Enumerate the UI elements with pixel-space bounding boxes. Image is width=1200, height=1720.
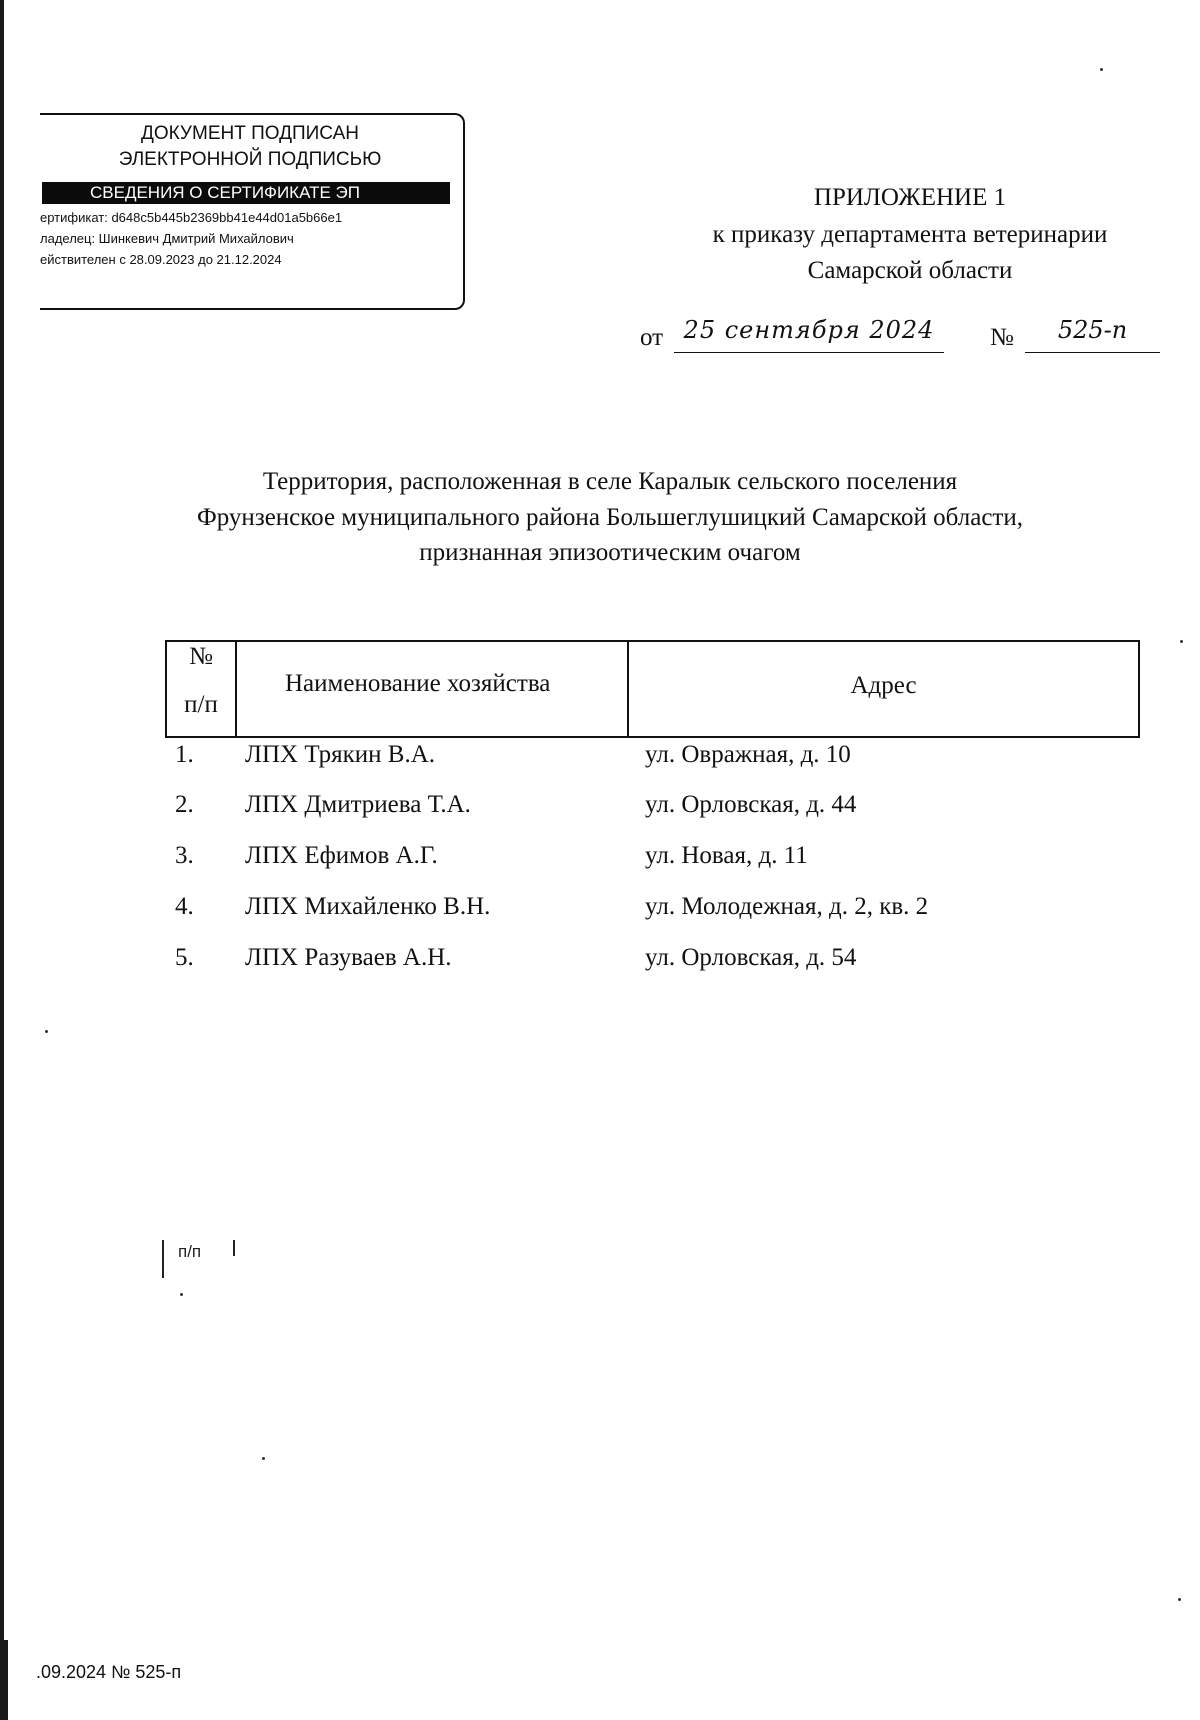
scan-edge [0,1640,8,1720]
fragment-divider [233,1240,235,1256]
row-farm-name: ЛПХ Ефимов А.Г. [245,842,438,869]
table-row [165,791,1140,831]
stamp-certificate-id: ертификат: d648c5b445b2369bb41e44d01a5b66e1 [40,210,343,225]
stamp-title-line2: ЭЛЕКТРОННОЙ ПОДПИСЬЮ [118,149,382,170]
scan-speck [45,1030,48,1033]
scan-speck [1100,68,1103,71]
appendix-line2: к приказу департамента ветеринарии [712,221,1108,248]
header-name-cell [237,642,629,736]
scan-speck [262,1457,265,1460]
row-number: 3. [175,842,194,869]
table-row [165,893,1140,933]
document-title-line1: Территория, расположенная в селе Каралык сельского поселения [262,468,958,495]
document-title-line3: признанная эпизоотическим очагом [419,539,801,566]
footer-order-reference: .09.2024 № 525-п [36,1662,182,1682]
row-number: 2. [175,791,194,818]
bleed-through-fragment: п/п [178,1242,202,1261]
order-date: 25 сентября 2024 [674,316,944,353]
row-farm-name: ЛПХ Трякин В.А. [245,741,436,768]
header-name: Наименование хозяйства [285,670,551,697]
order-number-sign: № [990,324,1014,351]
table-row [165,842,1140,882]
table-header [165,640,1140,738]
header-address: Адрес [850,672,917,699]
row-address: ул. Орловская, д. 54 [645,944,857,971]
document-title-line2: Фрунзенское муниципального района Большеглушицкий Самарской области, [197,504,1023,531]
row-number: 1. [175,741,194,768]
scan-speck [1180,640,1183,643]
row-address: ул. Молодежная, д. 2, кв. 2 [645,893,929,920]
header-address-cell [629,642,1138,736]
stamp-owner: ладелец: Шинкевич Дмитрий Михайлович [40,231,294,246]
row-address: ул. Новая, д. 11 [645,842,808,869]
row-farm-name: ЛПХ Разуваев А.Н. [245,944,452,971]
appendix-title: ПРИЛОЖЕНИЕ 1 [813,184,1007,211]
row-address: ул. Орловская, д. 44 [645,791,857,818]
row-number: 4. [175,893,194,920]
row-farm-name: ЛПХ Дмитриева Т.А. [245,791,471,818]
order-ot-label: от [640,324,664,351]
row-address: ул. Овражная, д. 10 [645,741,851,768]
order-number: 525-п [1025,316,1160,353]
appendix-line3: Самарской области [807,257,1013,284]
header-number-sign: № [189,643,213,670]
row-number: 5. [175,944,194,971]
table-row [165,944,1140,984]
scan-edge [0,0,4,1720]
header-number-abbr: п/п [184,691,218,718]
table-row [165,741,1140,781]
row-farm-name: ЛПХ Михайленко В.Н. [245,893,491,920]
stamp-certificate-bar: СВЕДЕНИЯ О СЕРТИФИКАТЕ ЭП [42,182,450,204]
scan-speck [180,1293,183,1296]
stamp-title-line1: ДОКУМЕНТ ПОДПИСАН [141,123,359,144]
fragment-divider [162,1240,164,1278]
header-number-cell [167,642,237,736]
scan-speck [1178,1598,1181,1601]
stamp-validity: ействителен с 28.09.2023 до 21.12.2024 [40,252,282,267]
order-reference [640,316,1160,362]
